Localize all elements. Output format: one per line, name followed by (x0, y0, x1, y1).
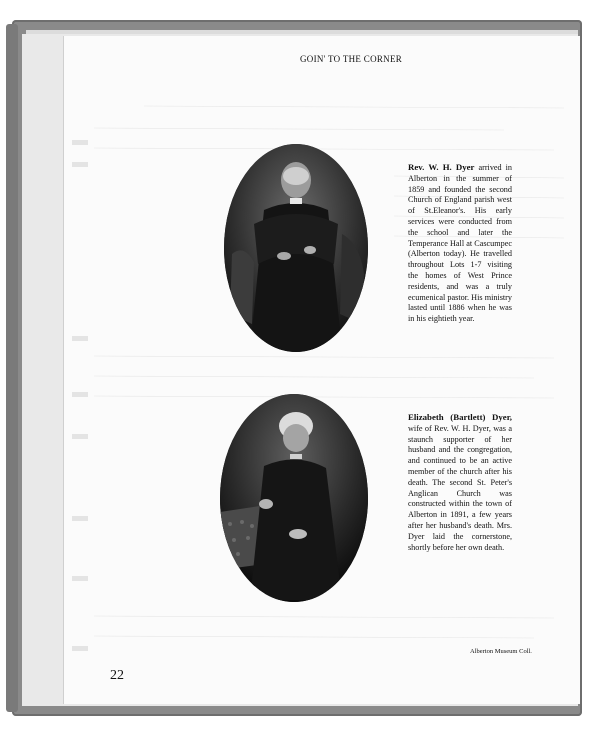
portrait-figure-2 (220, 394, 368, 602)
portrait-rev-dyer (224, 144, 368, 352)
portrait-figure-1 (224, 144, 368, 352)
photo-credit: Alberton Museum Coll. (470, 648, 532, 655)
page-number: 22 (110, 668, 124, 683)
binder-spine (6, 24, 18, 712)
caption-elizabeth-dyer (408, 412, 512, 553)
caption-rev-dyer (408, 162, 512, 325)
running-header: GOIN' TO THE CORNER (300, 54, 403, 64)
caption-name-elizabeth-dyer: Elizabeth (Bartlett) Dyer, (408, 412, 512, 422)
caption-name-rev-dyer: Rev. W. H. Dyer (408, 162, 475, 172)
book-page (64, 36, 580, 704)
portrait-elizabeth-dyer (220, 394, 368, 602)
caption-text-rev-dyer: arrived in Alberton in the summer of 1859 and founded the second Church of England parish west of St.Eleanor's. His early services were conducted from the school and later the Temperance Hall at Cascumpec (Alberton today). He travelled throughout Lots 1-7 visiting the homes of West Prince residents, and was a truly ecumenical pastor. His ministry lasted until 1886 when he was in his eightieth year. (408, 163, 512, 324)
caption-text-elizabeth-dyer: wife of Rev. W. H. Dyer, was a staunch supporter of her husband and the congregation, and continued to be an active member of the church after his death. The second St. Peter's Anglican Church was constructed within the town of Alberton in 1891, a few years after her husband's death. Mrs. Dyer laid the cornerstone, shortly before her own death. (408, 423, 512, 552)
bleed-through-texture (64, 36, 580, 704)
